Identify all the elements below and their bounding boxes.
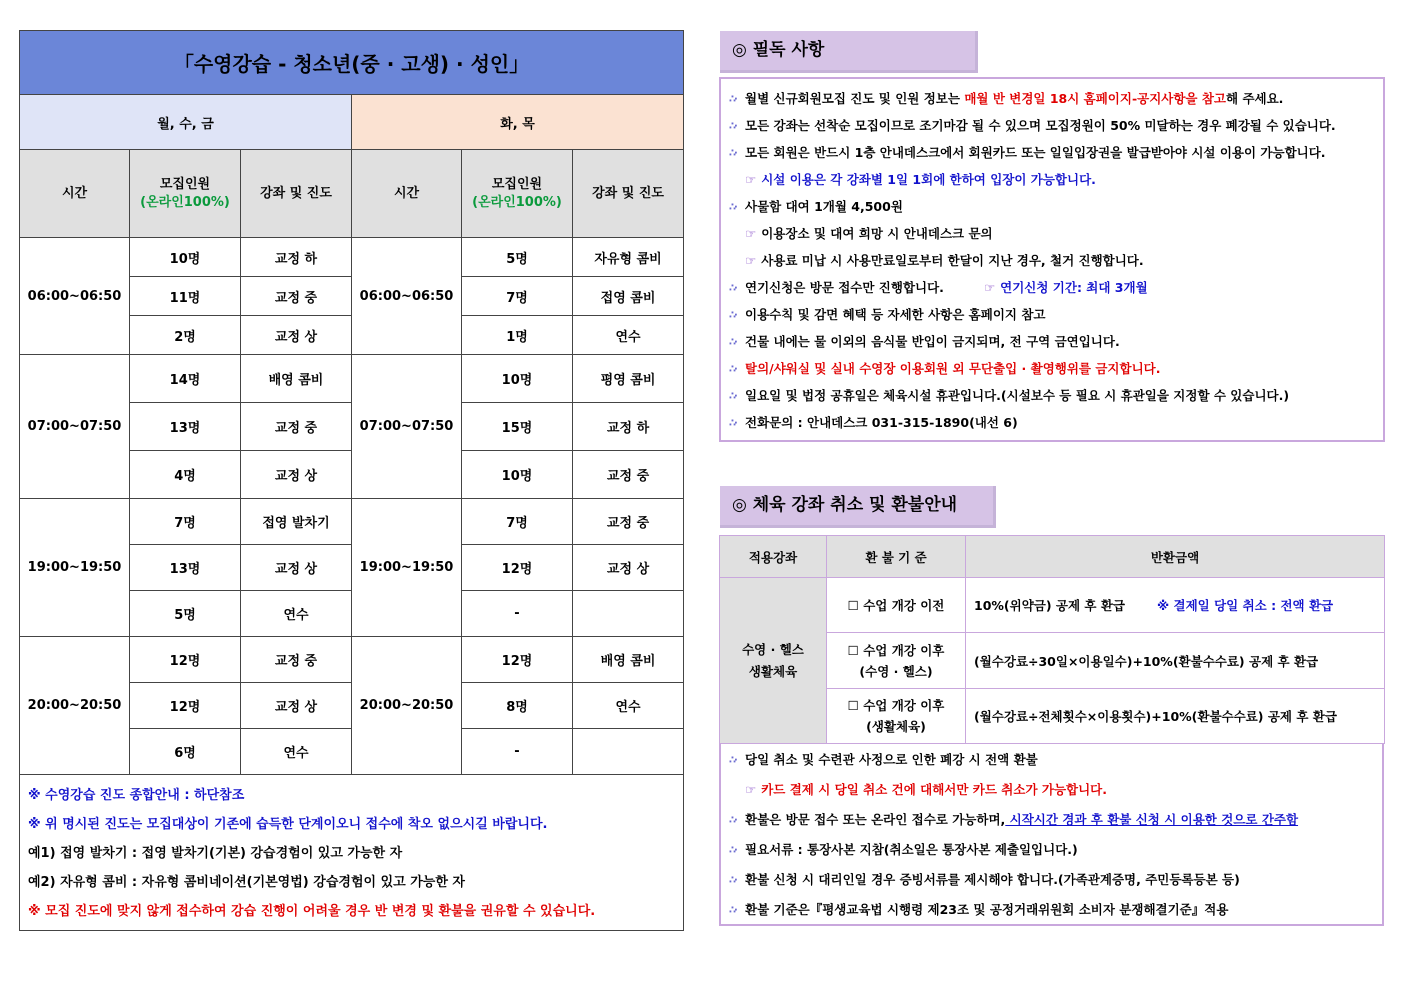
course-cell: 연수 [573, 316, 684, 355]
quota-cell: 11명 [130, 277, 241, 316]
course-cell: 연수 [241, 591, 352, 637]
col-quota-a: 모집인원 (온라인100%) [130, 150, 241, 238]
course-cell: 평영 콤비 [573, 355, 684, 403]
dotted-bullet-icon: ∴· [729, 202, 736, 213]
must-read-line: ∴· 일요일 및 법정 공휴일은 체육시설 휴관입니다.(시설보수 등 필요 시 휴관일을 지정할 수 있습니다.) [729, 382, 1383, 409]
quota-cell: 10명 [462, 451, 573, 499]
dotted-bullet-icon: ∴· [729, 814, 736, 826]
time-slot: 19:00~19:50 [20, 499, 130, 637]
dotted-bullet-icon: ∴· [729, 310, 736, 321]
schedule-table [19, 30, 684, 931]
dotted-bullet-icon: ∴· [729, 844, 736, 856]
quota-cell: 6명 [130, 729, 241, 775]
note-line: 예1) 접영 발차기 : 접영 발차기(기본) 강습경험이 있고 가능한 자 [28, 846, 403, 861]
course-cell [573, 591, 684, 637]
quota-cell: 4명 [130, 451, 241, 499]
refund-note-line: ∴· 필요서류 : 통장사본 지참(취소일은 통장사본 제출일입니다.) [729, 835, 1382, 865]
refund-amount-cell: (월수강료÷전체횟수×이용횟수)+10%(환불수수료) 공제 후 환급 [966, 689, 1385, 744]
quota-cell: 5명 [130, 591, 241, 637]
course-cell: 교정 하 [573, 403, 684, 451]
col-course-a: 강좌 및 진도 [241, 150, 352, 238]
quota-cell: 14명 [130, 355, 241, 403]
refund-note-line: ∴· 환불 기준은『평생교육법 시행령 제23조 및 공정거래위원회 소비자 분쟁해결기준』적용 [729, 895, 1382, 925]
must-read-box [719, 77, 1385, 442]
must-read-line: ∴· 월별 신규회원모집 진도 및 인원 정보는 매월 반 변경일 18시 홈페이지-공지사항을 참고해 주세요. [729, 85, 1383, 112]
course-cell: 교정 상 [241, 683, 352, 729]
quota-cell: 10명 [130, 238, 241, 277]
must-read-line: ∴· 사물함 대여 1개월 4,500원 [729, 193, 1383, 220]
refund-note-line: ∴· 환불은 방문 접수 또는 온라인 접수로 가능하며, 시작시간 경과 후 환불 신청 시 이용한 것으로 간주함 [729, 805, 1382, 835]
refund-criteria-cell: ☐ 수업 개강 이전 [827, 578, 966, 633]
refund-notes-box [719, 743, 1384, 926]
refund-note-line: ∴· 환불 신청 시 대리인일 경우 증빙서류를 제시해야 합니다.(가족관계증명, 주민등록등본 등) [729, 865, 1382, 895]
refund-note-subline: ☞ 카드 결제 시 당일 취소 건에 대해서만 카드 취소가 가능합니다. [745, 782, 1108, 797]
refund-criteria-cell: ☐ 수업 개강 이후 (생활체육) [827, 689, 966, 744]
time-slot: 20:00~20:50 [352, 637, 462, 775]
note-line: ※ 수영강습 진도 종합안내 : 하단참조 [28, 788, 245, 803]
dotted-bullet-icon: ∴· [729, 904, 736, 916]
course-cell: 접영 콤비 [573, 277, 684, 316]
refund-heading: ◎ 체육 강좌 취소 및 환불안내 [720, 486, 996, 528]
course-cell [573, 729, 684, 775]
must-read-subline: ☞ 사용료 미납 시 사용만료일로부터 한달이 지난 경우, 철거 진행합니다. [745, 253, 1144, 268]
refund-note-line: ∴· 당일 취소 및 수련관 사정으로 인한 폐강 시 전액 환불 [729, 745, 1382, 775]
refund-criteria-cell: ☐ 수업 개강 이후 (수영 · 헬스) [827, 633, 966, 689]
quota-cell: 15명 [462, 403, 573, 451]
must-read-line: ∴· 모든 회원은 반드시 1층 안내데스크에서 회원카드 또는 일일입장권을 발급받아야 시설 이용이 가능합니다. [729, 139, 1383, 166]
must-read-line: ∴· 탈의/샤워실 및 실내 수영장 이용회원 외 무단출입 · 촬영행위를 금지합니다. [729, 355, 1383, 382]
course-cell: 연수 [573, 683, 684, 729]
dotted-bullet-icon: ∴· [729, 148, 736, 159]
course-cell: 교정 상 [241, 545, 352, 591]
pointing-hand-icon: ☞ [745, 253, 757, 268]
dotted-bullet-icon: ∴· [729, 283, 736, 294]
quota-cell: 13명 [130, 545, 241, 591]
quota-cell: 12명 [130, 637, 241, 683]
quota-cell: 5명 [462, 238, 573, 277]
dotted-bullet-icon: ∴· [729, 391, 736, 402]
dotted-bullet-icon: ∴· [729, 337, 736, 348]
day-group-tt: 화, 목 [352, 95, 684, 150]
time-slot: 06:00~06:50 [20, 238, 130, 355]
refund-col-criteria: 환 불 기 준 [827, 536, 966, 578]
col-quota-b: 모집인원 (온라인100%) [462, 150, 573, 238]
quota-cell: 8명 [462, 683, 573, 729]
course-cell: 교정 상 [573, 545, 684, 591]
pointing-hand-icon: ☞ [745, 226, 757, 241]
course-cell: 교정 중 [241, 277, 352, 316]
pointing-hand-icon: ☞ [745, 172, 757, 187]
schedule-title: 「수영강습 - 청소년(중 · 고생) · 성인」 [20, 31, 684, 95]
course-cell: 교정 중 [573, 499, 684, 545]
course-cell: 교정 중 [573, 451, 684, 499]
quota-cell: 12명 [462, 637, 573, 683]
must-read-line: ∴· 모든 강좌는 선착순 모집이므로 조기마감 될 수 있으며 모집정원이 50% 미달하는 경우 폐강될 수 있습니다. [729, 112, 1383, 139]
schedule-panel [19, 30, 683, 931]
refund-amount-cell: 10%(위약금) 공제 후 환급 ※ 결제일 당일 취소 : 전액 환급 [966, 578, 1385, 633]
dotted-bullet-icon: ∴· [729, 121, 736, 132]
quota-cell: - [462, 729, 573, 775]
must-read-subline: ☞ 시설 이용은 각 강좌별 1일 1회에 한하여 입장이 가능합니다. [745, 172, 1096, 187]
col-course-b: 강좌 및 진도 [573, 150, 684, 238]
time-slot: 07:00~07:50 [352, 355, 462, 499]
quota-cell: 2명 [130, 316, 241, 355]
course-cell: 배영 콤비 [241, 355, 352, 403]
must-read-subline: ☞ 이용장소 및 대여 희망 시 안내데스크 문의 [745, 226, 993, 241]
time-slot: 19:00~19:50 [352, 499, 462, 637]
refund-col-applies: 적용강좌 [720, 536, 827, 578]
must-read-line: ∴· 이용수칙 및 감면 혜택 등 자세한 사항은 홈페이지 참고 [729, 301, 1383, 328]
refund-table [719, 535, 1385, 744]
note-line: 예2) 자유형 콤비 : 자유형 콤비네이션(기본영법) 강습경험이 있고 가능한 자 [28, 875, 465, 890]
must-read-line: ∴· 건물 내에는 물 이외의 음식물 반입이 금지되며, 전 구역 금연입니다. [729, 328, 1383, 355]
time-slot: 06:00~06:50 [352, 238, 462, 355]
quota-cell: - [462, 591, 573, 637]
course-cell: 접영 발차기 [241, 499, 352, 545]
time-slot: 20:00~20:50 [20, 637, 130, 775]
must-read-heading: ◎ 필독 사항 [720, 31, 978, 73]
quota-cell: 1명 [462, 316, 573, 355]
dotted-bullet-icon: ∴· [729, 364, 736, 375]
col-time-b: 시간 [352, 150, 462, 238]
quota-cell: 12명 [130, 683, 241, 729]
note-line: ※ 위 명시된 진도는 모집대상이 기존에 습득한 단계이오니 접수에 착오 없으시길 바랍니다. [28, 817, 548, 832]
course-cell: 교정 하 [241, 238, 352, 277]
dotted-bullet-icon: ∴· [729, 874, 736, 886]
dotted-bullet-icon: ∴· [729, 418, 736, 429]
refund-col-amount: 반환금액 [966, 536, 1385, 578]
quota-cell: 7명 [130, 499, 241, 545]
course-cell: 교정 중 [241, 637, 352, 683]
must-read-line: ∴· 전화문의 : 안내데스크 031-315-1890(내선 6) [729, 409, 1383, 436]
quota-cell: 7명 [462, 277, 573, 316]
refund-applies-cell: 수영 · 헬스 생활체육 [720, 578, 827, 744]
quota-cell: 7명 [462, 499, 573, 545]
must-read-line: ∴· 연기신청은 방문 접수만 진행합니다. ☞ 연기신청 기간: 최대 3개월 [729, 274, 1383, 301]
pointing-hand-icon: ☞ [745, 782, 757, 797]
day-group-mwf: 월, 수, 금 [20, 95, 352, 150]
quota-cell: 13명 [130, 403, 241, 451]
quota-cell: 12명 [462, 545, 573, 591]
course-cell: 교정 중 [241, 403, 352, 451]
dotted-bullet-icon: ∴· [729, 94, 736, 105]
dotted-bullet-icon: ∴· [729, 754, 736, 766]
course-cell: 교정 상 [241, 316, 352, 355]
refund-amount-cell: (월수강료÷30일×이용일수)+10%(환불수수료) 공제 후 환급 [966, 633, 1385, 689]
course-cell: 연수 [241, 729, 352, 775]
quota-cell: 10명 [462, 355, 573, 403]
col-time-a: 시간 [20, 150, 130, 238]
course-cell: 교정 상 [241, 451, 352, 499]
course-cell: 배영 콤비 [573, 637, 684, 683]
time-slot: 07:00~07:50 [20, 355, 130, 499]
schedule-notes [20, 775, 684, 931]
course-cell: 자유형 콤비 [573, 238, 684, 277]
pointing-hand-icon: ☞ [983, 280, 996, 295]
note-line: ※ 모집 진도에 맞지 않게 접수하여 강습 진행이 어려울 경우 반 변경 및 환불을 권유할 수 있습니다. [28, 904, 596, 919]
